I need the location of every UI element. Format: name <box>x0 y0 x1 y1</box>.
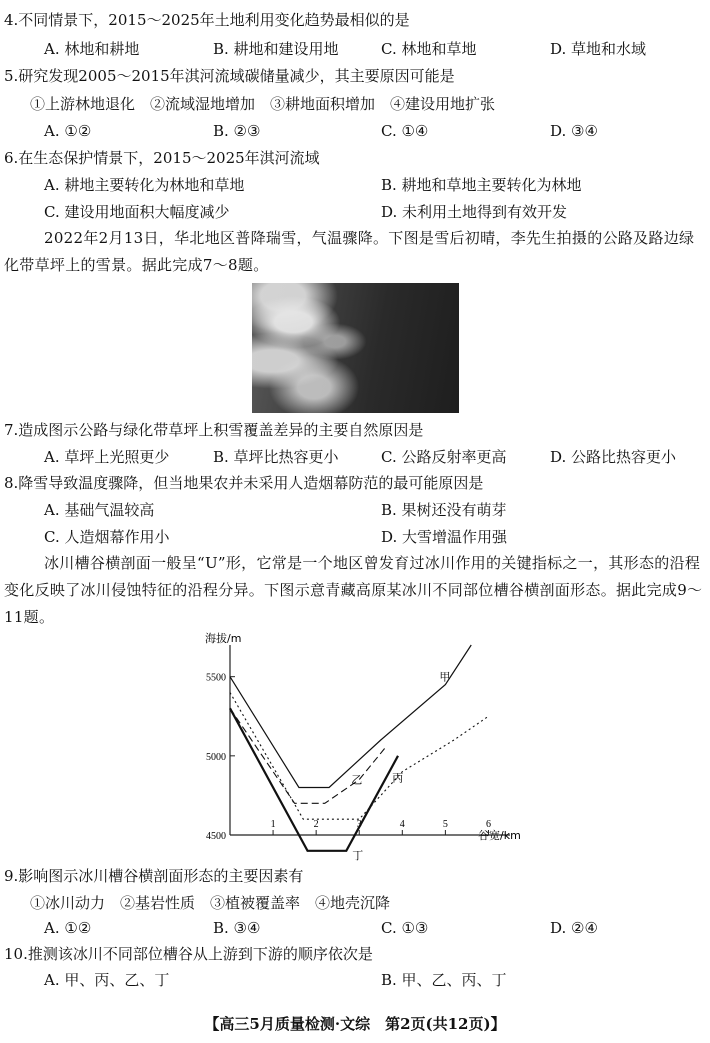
series-label-1: 甲 <box>439 670 451 684</box>
q7-option-b: B. 草坪比热容更小 <box>213 448 339 466</box>
q7-option-c: C. 公路反射率更高 <box>381 448 507 466</box>
q6-option-a: A. 耕地主要转化为林地和草地 <box>44 176 245 194</box>
snow-photo <box>252 283 459 413</box>
q10-option-b: B. 甲、乙、丙、丁 <box>381 971 507 989</box>
series-line-1 <box>230 645 471 788</box>
x-tick-label: 4 <box>399 819 405 830</box>
glacier-valley-profile-chart <box>190 630 521 862</box>
q4-option-c: C. 林地和草地 <box>381 40 477 58</box>
q7-option-a: A. 草坪上光照更少 <box>44 448 170 466</box>
q4-option-d: D. 草地和水域 <box>550 40 647 58</box>
q9-option-c: C. ①③ <box>381 919 429 937</box>
x-axis-label: 谷宽/km <box>478 829 521 842</box>
q5-stem: 5.研究发现2005～2015年淇河流域碳储量减少，其主要原因可能是 <box>4 67 455 85</box>
q8-option-c: C. 人造烟幕作用小 <box>44 528 170 546</box>
x-tick-label: 6 <box>485 819 491 830</box>
series-line-2 <box>230 708 385 803</box>
series-line-3 <box>230 693 488 820</box>
q8-option-d: D. 大雪增温作用强 <box>381 528 508 546</box>
series-label-2: 乙 <box>351 773 363 787</box>
q4-option-a: A. 林地和耕地 <box>44 40 140 58</box>
passage-9-11: 冰川槽谷横剖面一般呈“U”形，它常是一个地区曾发育过冰川作用的关键指标之一，其形态的沿程变化反映了冰川侵蚀特征的沿程分异。下图示意青藏高原某冰川不同部位槽谷横剖面形态。据此完成9～11题。 <box>4 554 703 626</box>
q6-option-d: D. 未利用土地得到有效开发 <box>381 203 568 221</box>
y-tick-label: 4500 <box>206 831 226 842</box>
q9-option-d: D. ②④ <box>550 919 598 937</box>
q10-stem: 10.推测该冰川不同部位槽谷从上游到下游的顺序依次是 <box>4 945 373 963</box>
q8-stem: 8.降雪导致温度骤降，但当地果农并未采用人造烟幕防范的最可能原因是 <box>4 474 484 492</box>
page-footer: 【高三5月质量检测·文综 第2页(共12页)】 <box>204 1015 506 1033</box>
passage-7-8: 2022年2月13日，华北地区普降瑞雪，气温骤降。下图是雪后初晴，李先生拍摄的公路及路边绿化带草坪上的雪景。据此完成7～8题。 <box>4 229 695 274</box>
x-tick-label: 2 <box>313 819 319 830</box>
q10-option-a: A. 甲、丙、乙、丁 <box>44 971 170 989</box>
x-tick-label: 1 <box>270 819 276 830</box>
q6-stem: 6.在生态保护情景下，2015～2025年淇河流域 <box>4 149 320 167</box>
q7-option-d: D. 公路比热容更小 <box>550 448 677 466</box>
q9-stem: 9.影响图示冰川槽谷横剖面形态的主要因素有 <box>4 867 304 885</box>
q5-items: ①上游林地退化 ②流域湿地增加 ③耕地面积增加 ④建设用地扩张 <box>30 95 496 113</box>
q5-option-d: D. ③④ <box>550 122 598 140</box>
q5-option-c: C. ①④ <box>381 122 429 140</box>
x-tick-label: 3 <box>356 819 362 830</box>
x-tick-label: 5 <box>442 819 448 830</box>
q5-option-b: B. ②③ <box>213 122 261 140</box>
q6-option-c: C. 建设用地面积大幅度减少 <box>44 203 230 221</box>
y-tick-label: 5500 <box>206 672 226 684</box>
q6-option-b: B. 耕地和草地主要转化为林地 <box>381 176 582 194</box>
q4-stem: 4.不同情景下，2015～2025年土地利用变化趋势最相似的是 <box>4 11 410 29</box>
y-axis-label: 海拔/m <box>205 632 242 645</box>
q7-stem: 7.造成图示公路与绿化带草坪上积雪覆盖差异的主要自然原因是 <box>4 421 424 439</box>
q9-items: ①冰川动力 ②基岩性质 ③植被覆盖率 ④地壳沉降 <box>30 894 391 912</box>
q9-option-b: B. ③④ <box>213 919 261 937</box>
series-label-4: 丁 <box>352 848 364 862</box>
q8-option-b: B. 果树还没有萌芽 <box>381 501 507 519</box>
q4-option-b: B. 耕地和建设用地 <box>213 40 339 58</box>
series-label-3: 丙 <box>392 771 404 785</box>
q5-option-a: A. ①② <box>44 122 92 140</box>
q9-option-a: A. ①② <box>44 919 92 937</box>
y-tick-label: 5000 <box>206 751 226 763</box>
q8-option-a: A. 基础气温较高 <box>44 501 155 519</box>
